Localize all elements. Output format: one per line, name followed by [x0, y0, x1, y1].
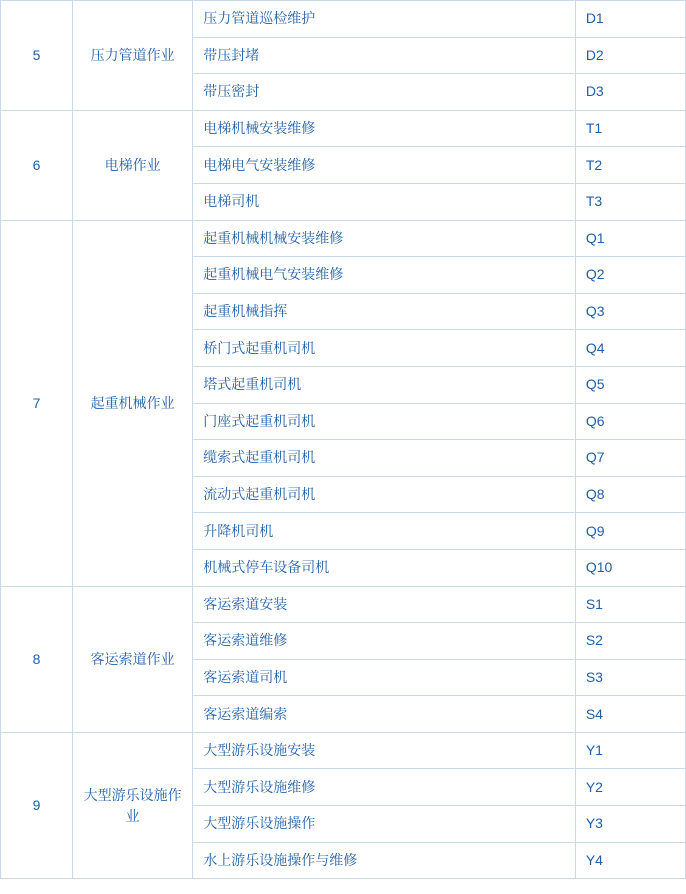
table-row [1, 586, 686, 623]
category-cell [73, 110, 193, 220]
operation-code-cell: S1 [575, 586, 685, 623]
operation-item-cell: 起重机械指挥 [193, 293, 576, 330]
row-number-cell: 7 [1, 220, 73, 586]
operation-item-cell: 大型游乐设施维修 [193, 769, 576, 806]
operation-code-cell: D3 [575, 74, 685, 111]
operation-code-cell: D1 [575, 1, 685, 38]
table-row [1, 110, 686, 147]
operation-item-cell: 塔式起重机司机 [193, 366, 576, 403]
operation-code-cell: S2 [575, 623, 685, 660]
table-row [1, 732, 686, 769]
operation-code-cell: Q1 [575, 220, 685, 257]
category-label: 电梯作业 [104, 156, 161, 173]
operation-code-cell: Q10 [575, 549, 685, 586]
operation-item-cell: 电梯电气安装维修 [193, 147, 576, 184]
operation-code-cell: Y3 [575, 806, 685, 843]
operation-code-cell: T2 [575, 147, 685, 184]
operation-item-cell: 带压封堵 [193, 37, 576, 74]
operation-code-cell: S3 [575, 659, 685, 696]
operation-item-cell: 客运索道司机 [193, 659, 576, 696]
operation-item-cell: 流动式起重机司机 [193, 476, 576, 513]
operation-item-cell: 门座式起重机司机 [193, 403, 576, 440]
operation-code-cell: Q5 [575, 366, 685, 403]
operation-item-cell: 客运索道维修 [193, 623, 576, 660]
category-label: 起重机械作业 [90, 394, 175, 411]
operation-code-cell: Q9 [575, 513, 685, 550]
category-label: 客运索道作业 [90, 650, 175, 667]
operation-item-cell: 缆索式起重机司机 [193, 440, 576, 477]
category-cell [73, 586, 193, 732]
category-label: 压力管道作业 [90, 46, 175, 63]
operation-code-cell: D2 [575, 37, 685, 74]
operation-code-cell: T3 [575, 183, 685, 220]
category-cell [73, 1, 193, 111]
row-number-cell: 9 [1, 732, 73, 878]
operation-item-cell: 起重机械电气安装维修 [193, 257, 576, 294]
table-row [1, 220, 686, 257]
operation-item-cell: 电梯司机 [193, 183, 576, 220]
operation-item-cell: 水上游乐设施操作与维修 [193, 842, 576, 879]
operation-item-cell: 大型游乐设施操作 [193, 806, 576, 843]
operation-item-cell: 客运索道编索 [193, 696, 576, 733]
table-row [1, 1, 686, 38]
operation-item-cell: 机械式停车设备司机 [193, 549, 576, 586]
operation-code-cell: Q7 [575, 440, 685, 477]
operation-code-cell: S4 [575, 696, 685, 733]
operation-item-cell: 升降机司机 [193, 513, 576, 550]
operation-item-cell: 客运索道安装 [193, 586, 576, 623]
operation-code-cell: Y2 [575, 769, 685, 806]
operation-item-cell: 带压密封 [193, 74, 576, 111]
operation-code-cell: Q4 [575, 330, 685, 367]
operation-code-cell: T1 [575, 110, 685, 147]
operation-item-cell: 桥门式起重机司机 [193, 330, 576, 367]
operation-code-cell: Q6 [575, 403, 685, 440]
operation-item-cell: 电梯机械安装维修 [193, 110, 576, 147]
row-number-cell: 6 [1, 110, 73, 220]
table-body [1, 1, 686, 879]
operation-code-cell: Y4 [575, 842, 685, 879]
operation-code-cell: Y1 [575, 732, 685, 769]
category-label: 大型游乐设施作业 [83, 786, 182, 824]
row-number-cell: 8 [1, 586, 73, 732]
operation-code-cell: Q2 [575, 257, 685, 294]
operation-item-cell: 大型游乐设施安装 [193, 732, 576, 769]
row-number-cell: 5 [1, 1, 73, 111]
operation-item-cell: 压力管道巡检维护 [193, 1, 576, 38]
operation-item-cell: 起重机械机械安装维修 [193, 220, 576, 257]
operation-code-cell: Q8 [575, 476, 685, 513]
category-cell [73, 732, 193, 878]
operation-code-cell: Q3 [575, 293, 685, 330]
category-cell [73, 220, 193, 586]
